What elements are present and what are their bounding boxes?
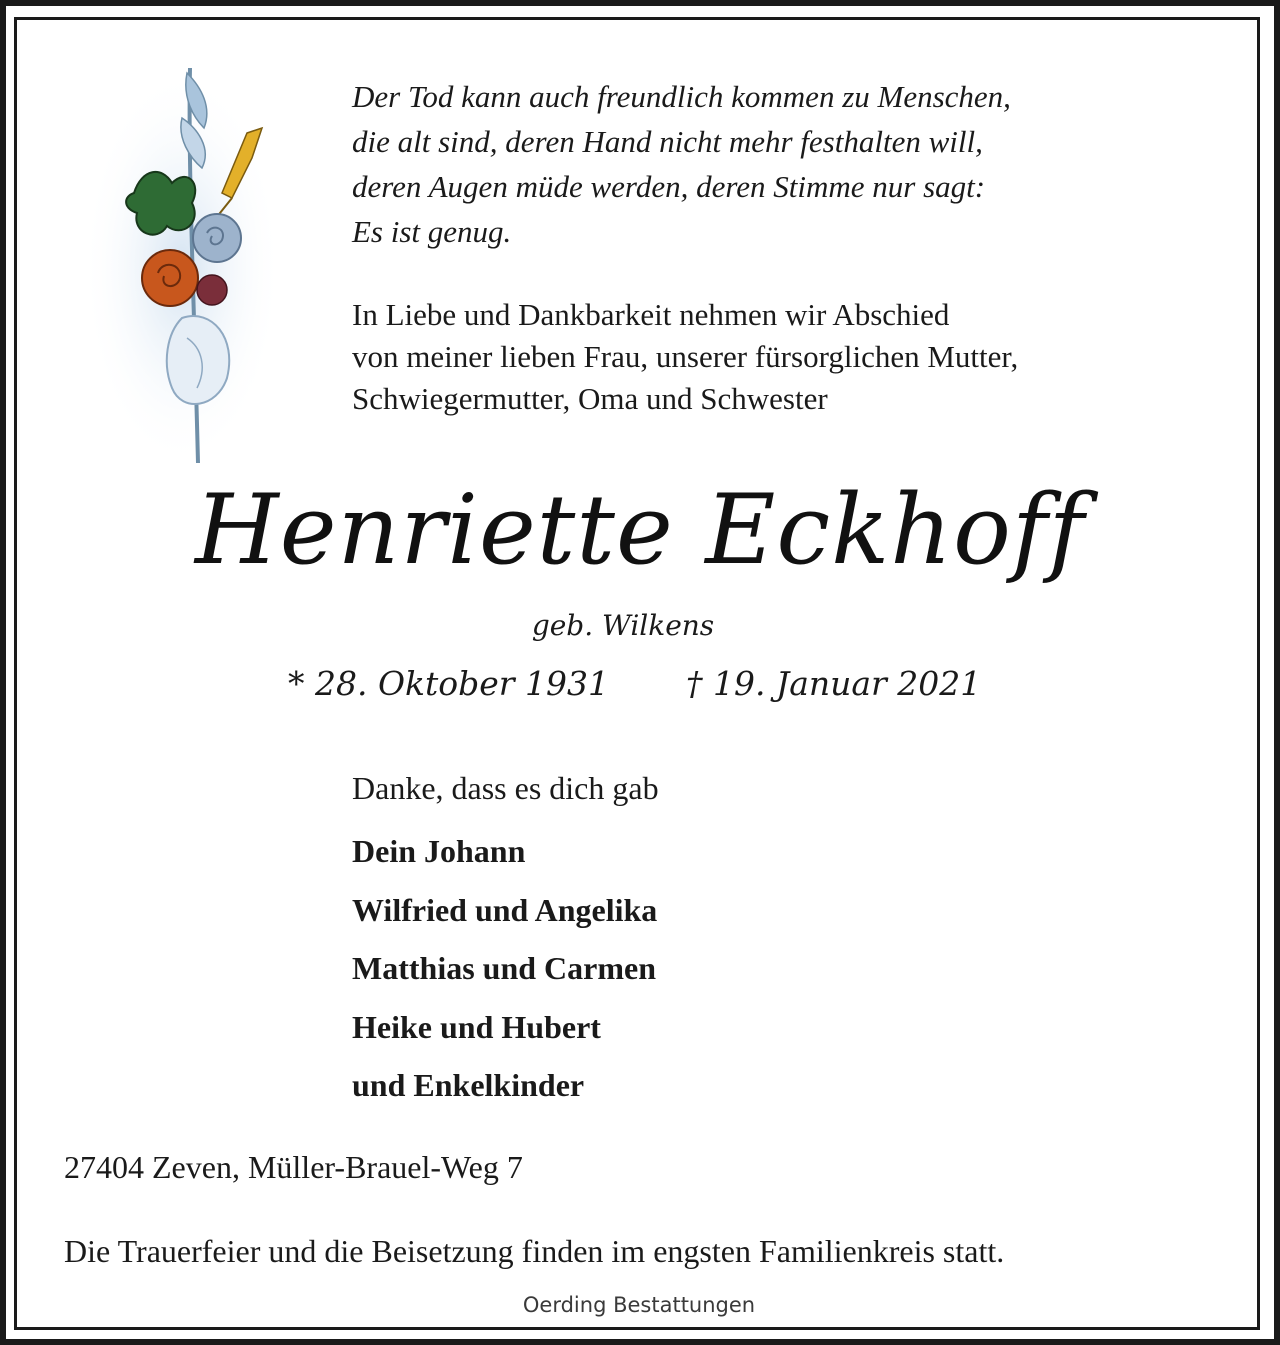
family-member: und Enkelkinder (352, 1067, 585, 1103)
ceremony-note: Die Trauerfeier und die Beisetzung finden im engsten Familienkreis statt. (64, 1233, 1005, 1269)
thanks-line: Danke, dass es dich gab (352, 770, 659, 806)
family-member: Wilfried und Angelika (352, 891, 658, 928)
family-member: Heike und Hubert (352, 1008, 601, 1045)
poem-line: Der Tod kann auch freundlich kommen zu Menschen, (352, 79, 1011, 114)
family-member: Matthias und Carmen (352, 950, 657, 986)
maiden-name: geb. Wilkens (531, 609, 715, 642)
poem-line: die alt sind, deren Hand nicht mehr festhalten will, (352, 124, 983, 159)
poem (352, 74, 1011, 254)
flower-illustration (62, 48, 312, 478)
birth-date: * 28. Oktober 1931 (288, 664, 610, 703)
white-lily-shape (167, 316, 229, 404)
intro-line: Schwiegermutter, Oma und Schwester (352, 381, 828, 416)
death-date: † 19. Januar 2021 (686, 664, 982, 703)
intro-text (352, 294, 1018, 420)
orange-rose-shape (142, 250, 198, 306)
red-flower-shape (197, 275, 227, 305)
poem-line: deren Augen müde werden, deren Stimme nur sagt: (352, 169, 986, 204)
deceased-name: Henriette Eckhoff (195, 474, 1085, 586)
poem-line: Es ist genug. (352, 214, 512, 249)
family-list (352, 822, 657, 1115)
intro-line: von meiner lieben Frau, unserer fürsorglichen Mutter, (352, 339, 1019, 374)
intro-line: In Liebe und Dankbarkeit nehmen wir Abschied (352, 297, 950, 332)
blue-rose-shape (193, 214, 241, 262)
family-member: Dein Johann (352, 833, 526, 869)
address: 27404 Zeven, Müller-Brauel-Weg 7 (64, 1149, 523, 1185)
undertaker-name: Oerding Bestattungen (522, 1293, 756, 1317)
